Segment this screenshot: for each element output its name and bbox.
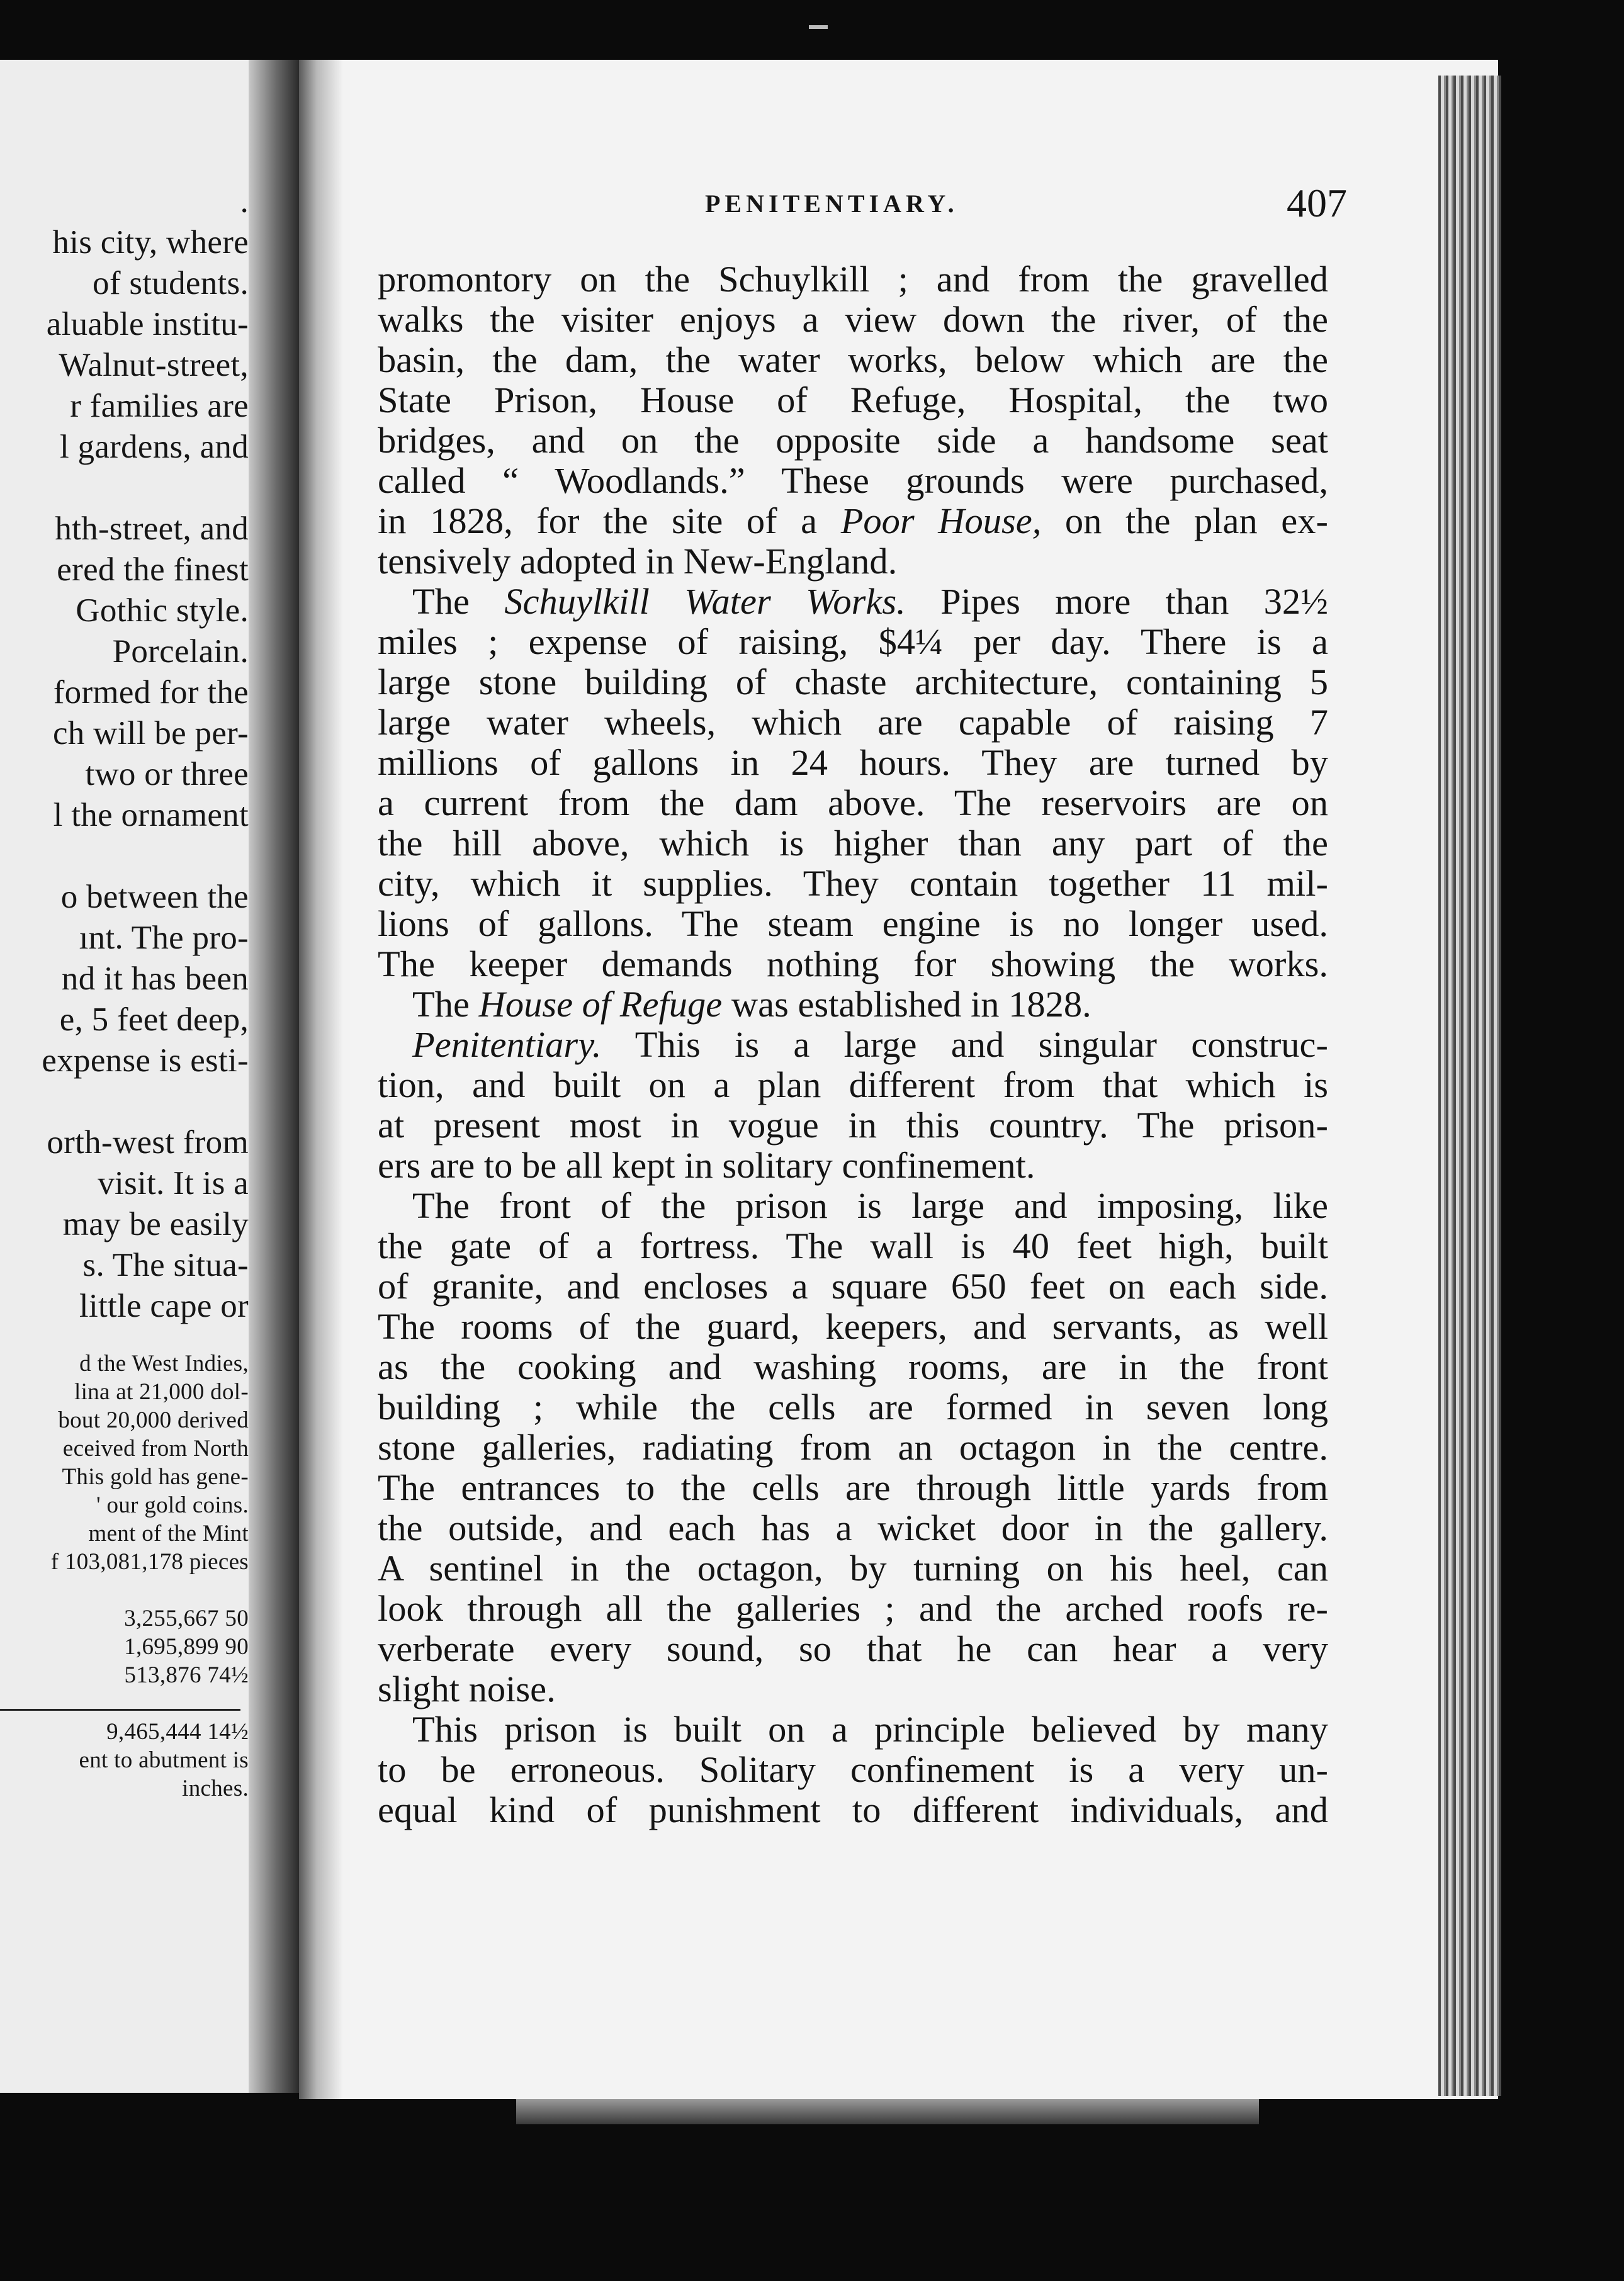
left-page-line: l the ornament [53,797,249,833]
book-gutter [249,60,299,2093]
text-line [378,983,1328,1025]
text-line: stone galleries, radiating from an octagon in the centre. [378,1427,1328,1468]
text-line: The keeper demands nothing for showing the works. [378,943,1328,984]
text-run: was established in 1828. [722,984,1091,1025]
left-page-note-line: f 103,081,178 pieces [50,1549,249,1575]
text-line: walks the visiter enjoys a view down the river, of the [378,299,1328,340]
text-line: called “ Woodlands.” These grounds were purchased, [378,460,1328,501]
text-run: This is a large and singular construc- [601,1024,1328,1065]
text-run: The [412,984,479,1025]
text-run: The [412,581,505,622]
text-run: in 1828, for the site of a [378,500,841,541]
left-page-line: Porcelain. [112,633,249,670]
left-page-note-line: ' our gold coins. [96,1492,249,1518]
text-line: State Prison, House of Refuge, Hospital, the two [378,380,1328,420]
text-line: The front of the prison is large and imposing, like [412,1185,1328,1226]
left-page-line: formed for the [53,674,249,711]
text-line: at present most in vogue in this country. The prison- [378,1105,1328,1146]
text-line [378,1023,1328,1065]
left-page-note-line: 9,465,444 14½ [106,1719,249,1745]
left-page-note-line: inches. [182,1776,249,1801]
text-line: verberate every sound, so that he can hear a very [378,1628,1328,1669]
text-line: city, which it supplies. They contain together 11 mil- [378,863,1328,904]
left-page-line: ch will be per- [52,715,249,752]
left-page-line: orth-west from [47,1124,249,1161]
left-page-note-line: eceived from North [62,1436,249,1462]
italic-term: Poor House, [840,500,1042,541]
left-page-line: aluable institu- [46,306,249,342]
left-page-line: little cape or [79,1288,249,1324]
sum-rule [0,1709,240,1711]
text-line: the hill above, which is higher than any part of the [378,823,1328,864]
left-page-line: hth-street, and [55,510,249,547]
italic-term: Schuylkill Water Works. [504,581,906,622]
left-page-line: Gothic style. [76,592,249,629]
left-page-line: visit. It is a [98,1165,249,1202]
left-page-note-line: 1,695,899 90 [124,1634,249,1660]
left-page-note-line: 3,255,667 50 [124,1606,249,1631]
text-line: to be erroneous. Solitary confinement is a very un- [378,1749,1328,1790]
running-head: PENITENTIARY. [705,189,959,218]
left-page-line: may be easily [62,1206,249,1242]
page-fold-shadow [299,60,343,2099]
left-page-line: ınt. The pro- [79,920,249,956]
text-line: building ; while the cells are formed in seven long [378,1387,1328,1428]
left-page-line: his city, where [52,224,249,261]
text-line: the outside, and each has a wicket door in the gallery. [378,1507,1328,1548]
text-line: tensively adopted in New-England. [378,541,898,582]
text-line: slight noise. [378,1669,556,1709]
left-page-line: Walnut-street, [59,347,249,383]
text-line: tion, and built on a plan different from that which is [378,1064,1328,1105]
left-page-note-line: d the West Indies, [79,1351,249,1377]
text-line: look through all the galleries ; and the arched roofs re- [378,1588,1328,1629]
left-page-line: two or three [85,756,249,792]
italic-term: House of Refuge [478,984,723,1025]
left-page-line: of students. [93,265,249,301]
text-line: of granite, and encloses a square 650 feet on each side. [378,1266,1328,1307]
left-page-line: expense is esti- [42,1042,249,1079]
text-line: bridges, and on the opposite side a handsome seat [378,420,1328,461]
left-page-line: r families are [70,388,249,424]
left-page-line: . [240,183,249,220]
page-bottom-edge [516,2099,1259,2124]
left-page-note-line: This gold has gene- [62,1464,249,1490]
left-page-line: l gardens, and [59,429,249,465]
left-page-note-line: ent to abutment is [79,1747,249,1773]
text-line: The rooms of the guard, keepers, and servants, as well [378,1306,1328,1347]
text-run: Pipes more than 32½ [905,581,1328,622]
text-line: millions of gallons in 24 hours. They are turned by [378,742,1328,783]
scan-mark [809,25,828,29]
text-line: basin, the dam, the water works, below which are the [378,339,1328,380]
left-page-line: e, 5 feet deep, [59,1001,249,1038]
left-page-line: s. The situa- [82,1247,249,1283]
text-line: large water wheels, which are capable of raising 7 [378,702,1328,743]
left-page-line: ered the finest [57,551,249,588]
left-page-line: nd it has been [61,960,249,997]
text-line [378,580,1328,622]
text-line: lions of gallons. The steam engine is no longer used. [378,903,1328,944]
text-line: equal kind of punishment to different individuals, and [378,1789,1328,1830]
text-line: miles ; expense of raising, $4¼ per day. There is a [378,621,1328,662]
page-number: 407 [1287,181,1347,225]
left-page-note-line: lina at 21,000 dol- [74,1379,249,1405]
left-page-note-line: 513,876 74½ [124,1662,249,1688]
text-line: as the cooking and washing rooms, are in the front [378,1346,1328,1387]
left-page-line: o between the [60,879,249,915]
text-line: The entrances to the cells are through little yards from [378,1467,1328,1508]
italic-term: Penitentiary. [412,1024,602,1065]
text-line: promontory on the Schuylkill ; and from the gravelled [378,259,1328,300]
text-run: on the plan ex- [1041,500,1328,541]
left-page-note-line: bout 20,000 derived [58,1407,249,1433]
text-line: the gate of a fortress. The wall is 40 feet high, built [378,1225,1328,1266]
page-edges [1438,76,1501,2096]
text-line: A sentinel in the octagon, by turning on his heel, can [378,1548,1328,1589]
left-page-note-line: ment of the Mint [88,1521,249,1546]
text-line: a current from the dam above. The reservoirs are on [378,782,1328,823]
text-line: large stone building of chaste architecture, containing 5 [378,662,1328,702]
text-line: This prison is built on a principle believed by many [412,1709,1328,1750]
text-line: ers are to be all kept in solitary confinement. [378,1145,1035,1186]
text-line [378,500,1328,541]
